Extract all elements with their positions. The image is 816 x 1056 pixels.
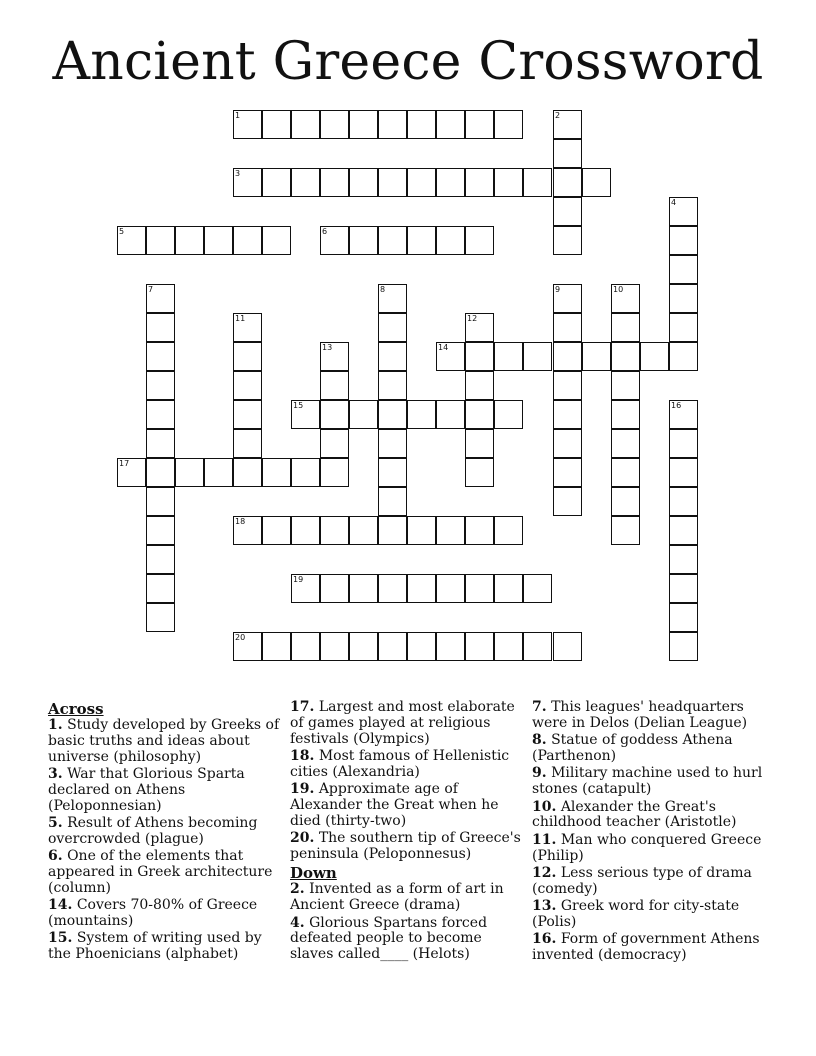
grid-cell[interactable]: [320, 458, 349, 487]
grid-cell[interactable]: [494, 516, 523, 545]
cell-number: 8: [380, 285, 386, 294]
cell-number: 19: [293, 575, 304, 584]
clue-number: 8.: [532, 732, 547, 749]
grid-cell[interactable]: [669, 603, 698, 632]
clue-text: Form of government Athens invented (democracy): [532, 931, 760, 964]
grid-cell[interactable]: [407, 516, 436, 545]
grid-cell[interactable]: [669, 400, 698, 429]
clue-number: 10.: [532, 798, 557, 815]
clue-across-18: [290, 749, 522, 781]
grid-cell[interactable]: [465, 342, 494, 371]
grid-cell[interactable]: [146, 487, 175, 516]
clue-down-4: [290, 916, 522, 963]
grid-cell[interactable]: [175, 226, 204, 255]
grid-cell[interactable]: [233, 458, 262, 487]
grid-cell[interactable]: [146, 313, 175, 342]
clue-across-3: [48, 767, 280, 814]
down-heading: Down: [290, 864, 337, 883]
grid-cell[interactable]: [378, 284, 407, 313]
grid-cell[interactable]: [523, 574, 552, 603]
grid-cell[interactable]: [378, 400, 407, 429]
grid-cell[interactable]: [349, 574, 378, 603]
grid-cell[interactable]: [349, 516, 378, 545]
cell-number: 13: [322, 343, 333, 352]
grid-cell[interactable]: [117, 226, 146, 255]
grid-cell[interactable]: [320, 400, 349, 429]
clue-text: Glorious Spartans forced defeated people to become slaves called____ (Helots): [290, 914, 488, 963]
grid-cell[interactable]: [378, 429, 407, 458]
clue-text: War that Glorious Sparta declared on Athens (Peloponnesian): [48, 765, 245, 814]
grid-cell[interactable]: [465, 458, 494, 487]
clue-text: The southern tip of Greece's peninsula (Peloponnesus): [290, 830, 521, 862]
clue-across-6: [48, 849, 280, 896]
grid-cell[interactable]: [146, 284, 175, 313]
grid-cell[interactable]: [465, 632, 494, 661]
clue-number: 18.: [290, 747, 315, 764]
grid-cell[interactable]: [436, 516, 465, 545]
grid-cell[interactable]: [436, 632, 465, 661]
grid-cell[interactable]: [291, 400, 320, 429]
grid-cell[interactable]: [146, 400, 175, 429]
grid-cell[interactable]: [233, 313, 262, 342]
grid-cell[interactable]: [523, 342, 552, 371]
grid-cell[interactable]: [146, 603, 175, 632]
grid-cell[interactable]: [291, 168, 320, 197]
cell-number: 1: [235, 111, 241, 120]
clue-down-13: [532, 899, 764, 931]
grid-cell[interactable]: [465, 226, 494, 255]
grid-cell[interactable]: [465, 371, 494, 400]
grid-cell[interactable]: [407, 168, 436, 197]
grid-cell[interactable]: [465, 400, 494, 429]
grid-cell[interactable]: [494, 400, 523, 429]
clue-across-19: [290, 782, 522, 829]
grid-cell[interactable]: [436, 342, 465, 371]
clue-number: 2.: [290, 881, 305, 898]
clue-text: Invented as a form of art in Ancient Greece (drama): [290, 881, 504, 914]
grid-cell[interactable]: [611, 516, 640, 545]
cell-number: 20: [235, 633, 246, 642]
grid-cell[interactable]: [669, 255, 698, 284]
grid-cell[interactable]: [291, 516, 320, 545]
clue-down-12: [532, 866, 764, 898]
clue-text: This leagues' headquarters were in Delos (Delian League): [532, 699, 748, 731]
grid-cell[interactable]: [233, 226, 262, 255]
clue-down-7: [532, 700, 764, 732]
grid-cell[interactable]: [465, 168, 494, 197]
grid-cell[interactable]: [320, 632, 349, 661]
cell-number: 6: [322, 227, 328, 236]
grid-cell[interactable]: [146, 458, 175, 487]
grid-cell[interactable]: [262, 458, 291, 487]
clue-number: 17.: [290, 699, 315, 715]
grid-cell[interactable]: [378, 168, 407, 197]
cell-number: 10: [613, 285, 624, 294]
cell-number: 7: [148, 285, 154, 294]
grid-cell[interactable]: [494, 574, 523, 603]
grid-cell[interactable]: [320, 168, 349, 197]
clue-number: 6.: [48, 848, 63, 865]
grid-cell[interactable]: [436, 168, 465, 197]
grid-cell[interactable]: [669, 458, 698, 487]
grid-cell[interactable]: [320, 110, 349, 139]
grid-cell[interactable]: [320, 429, 349, 458]
grid-cell[interactable]: [611, 371, 640, 400]
cell-number: 15: [293, 401, 304, 410]
grid-cell[interactable]: [320, 371, 349, 400]
grid-cell[interactable]: [553, 400, 582, 429]
cell-number: 2: [555, 111, 561, 120]
grid-cell[interactable]: [233, 371, 262, 400]
clue-text: Alexander the Great's childhood teacher (Aristotle): [532, 798, 737, 831]
clue-text: Approximate age of Alexander the Great when he died (thirty-two): [290, 781, 499, 829]
grid-cell[interactable]: [669, 516, 698, 545]
grid-cell[interactable]: [465, 516, 494, 545]
clue-number: 7.: [532, 699, 547, 715]
grid-cell[interactable]: [553, 168, 582, 197]
grid-cell[interactable]: [378, 371, 407, 400]
grid-cell[interactable]: [669, 284, 698, 313]
clue-across-17: [290, 700, 522, 747]
clue-column-3: [532, 700, 764, 966]
cell-number: 5: [119, 227, 125, 236]
clue-text: Less serious type of drama (comedy): [532, 864, 752, 897]
grid-cell[interactable]: [117, 458, 146, 487]
grid-cell[interactable]: [349, 168, 378, 197]
grid-cell[interactable]: [523, 168, 552, 197]
grid-cell[interactable]: [378, 632, 407, 661]
clue-across-15: [48, 931, 280, 963]
grid-cell[interactable]: [669, 487, 698, 516]
grid-cell[interactable]: [407, 110, 436, 139]
grid-cell[interactable]: [233, 110, 262, 139]
grid-cell[interactable]: [465, 574, 494, 603]
grid-cell[interactable]: [494, 110, 523, 139]
grid-cell[interactable]: [669, 226, 698, 255]
grid-cell[interactable]: [611, 284, 640, 313]
grid-cell[interactable]: [378, 342, 407, 371]
clue-down-8: [532, 733, 764, 765]
grid-cell[interactable]: [291, 458, 320, 487]
grid-cell[interactable]: [233, 516, 262, 545]
clue-down-10: [532, 800, 764, 832]
clue-number: 20.: [290, 830, 315, 847]
grid-cell[interactable]: [523, 632, 552, 661]
clue-text: Greek word for city-state (Polis): [532, 898, 740, 930]
grid-cell[interactable]: [553, 139, 582, 168]
grid-cell[interactable]: [669, 545, 698, 574]
grid-cell[interactable]: [611, 429, 640, 458]
grid-cell[interactable]: [233, 632, 262, 661]
clue-across-20: [290, 831, 522, 863]
clue-text: Covers 70-80% of Greece (mountains): [48, 897, 258, 929]
grid-cell[interactable]: [553, 284, 582, 313]
grid-cell[interactable]: [553, 197, 582, 226]
clue-number: 13.: [532, 898, 557, 915]
clue-number: 5.: [48, 814, 63, 831]
grid-cell[interactable]: [494, 342, 523, 371]
grid-cell[interactable]: [378, 487, 407, 516]
grid-cell[interactable]: [146, 342, 175, 371]
clue-down-9: [532, 766, 764, 798]
page-title: Ancient Greece Crossword: [52, 32, 764, 92]
grid-cell[interactable]: [553, 429, 582, 458]
clue-text: Statue of goddess Athena (Parthenon): [532, 732, 733, 764]
clue-number: 1.: [48, 717, 63, 733]
clue-text: Man who conquered Greece (Philip): [532, 831, 762, 864]
cell-number: 12: [467, 314, 478, 323]
grid-cell[interactable]: [146, 574, 175, 603]
grid-cell[interactable]: [204, 226, 233, 255]
grid-cell[interactable]: [233, 342, 262, 371]
grid-cell[interactable]: [669, 342, 698, 371]
clue-text: Military machine used to hurl stones (catapult): [532, 765, 763, 798]
grid-cell[interactable]: [553, 226, 582, 255]
grid-cell[interactable]: [611, 342, 640, 371]
cell-number: 9: [555, 285, 561, 294]
grid-cell[interactable]: [611, 313, 640, 342]
grid-cell[interactable]: [494, 168, 523, 197]
clue-across-1: [48, 718, 280, 765]
grid-cell[interactable]: [320, 574, 349, 603]
grid-cell[interactable]: [378, 313, 407, 342]
clue-text: One of the elements that appeared in Greek architecture (column): [48, 848, 273, 896]
cell-number: 14: [438, 343, 449, 352]
grid-cell[interactable]: [378, 226, 407, 255]
grid-cell[interactable]: [349, 400, 378, 429]
cell-number: 3: [235, 169, 241, 178]
clue-text: Most famous of Hellenistic cities (Alexandria): [290, 747, 510, 780]
grid-cell[interactable]: [291, 632, 320, 661]
clue-text: System of writing used by the Phoenicians (alphabet): [48, 930, 262, 963]
grid-cell[interactable]: [233, 168, 262, 197]
clue-down-16: [532, 932, 764, 964]
grid-cell[interactable]: [553, 371, 582, 400]
grid-cell[interactable]: [378, 110, 407, 139]
cell-number: 11: [235, 314, 246, 323]
grid-cell[interactable]: [669, 313, 698, 342]
grid-cell[interactable]: [349, 226, 378, 255]
grid-cell[interactable]: [611, 400, 640, 429]
grid-cell[interactable]: [407, 400, 436, 429]
grid-cell[interactable]: [291, 574, 320, 603]
clue-number: 12.: [532, 864, 557, 881]
grid-cell[interactable]: [436, 110, 465, 139]
grid-cell[interactable]: [262, 226, 291, 255]
grid-cell[interactable]: [320, 342, 349, 371]
grid-cell[interactable]: [320, 226, 349, 255]
grid-cell[interactable]: [494, 632, 523, 661]
grid-cell[interactable]: [553, 110, 582, 139]
grid-cell[interactable]: [233, 429, 262, 458]
grid-cell[interactable]: [262, 110, 291, 139]
clue-down-2: [290, 882, 522, 914]
clue-number: 15.: [48, 930, 73, 947]
clue-column-1: [48, 700, 280, 965]
grid-cell[interactable]: [465, 429, 494, 458]
cell-number: 18: [235, 517, 246, 526]
grid-cell[interactable]: [553, 458, 582, 487]
clue-down-11: [532, 833, 764, 865]
clue-number: 16.: [532, 931, 557, 948]
grid-cell[interactable]: [146, 226, 175, 255]
clue-column-2: [290, 700, 522, 965]
grid-cell[interactable]: [669, 197, 698, 226]
clue-number: 4.: [290, 914, 305, 931]
clue-text: Result of Athens becoming overcrowded (plague): [48, 814, 258, 847]
grid-cell[interactable]: [262, 168, 291, 197]
grid-cell[interactable]: [640, 342, 669, 371]
grid-cell[interactable]: [407, 574, 436, 603]
grid-cell[interactable]: [553, 632, 582, 661]
grid-cell[interactable]: [669, 574, 698, 603]
grid-cell[interactable]: [349, 632, 378, 661]
grid-cell[interactable]: [611, 487, 640, 516]
grid-cell[interactable]: [146, 429, 175, 458]
clue-number: 3.: [48, 765, 63, 782]
clue-text: Study developed by Greeks of basic truths and ideas about universe (philosophy): [48, 717, 280, 765]
grid-cell[interactable]: [582, 168, 611, 197]
grid-cell[interactable]: [465, 313, 494, 342]
grid-cell[interactable]: [582, 342, 611, 371]
grid-cell[interactable]: [436, 400, 465, 429]
clue-across-5: [48, 816, 280, 848]
grid-cell[interactable]: [378, 458, 407, 487]
grid-cell[interactable]: [378, 574, 407, 603]
grid-cell[interactable]: [669, 632, 698, 661]
grid-cell[interactable]: [146, 371, 175, 400]
grid-cell[interactable]: [175, 458, 204, 487]
grid-cell[interactable]: [378, 516, 407, 545]
grid-cell[interactable]: [204, 458, 233, 487]
grid-cell[interactable]: [553, 313, 582, 342]
grid-cell[interactable]: [320, 516, 349, 545]
clue-text: Largest and most elaborate of games played at religious festivals (Olympics): [290, 699, 515, 747]
grid-cell[interactable]: [611, 458, 640, 487]
cell-number: 17: [119, 459, 130, 468]
clue-across-14: [48, 898, 280, 930]
grid-cell[interactable]: [436, 574, 465, 603]
across-heading: Across: [48, 700, 104, 718]
clue-number: 14.: [48, 897, 73, 914]
cell-number: 4: [671, 198, 677, 207]
cell-number: 16: [671, 401, 682, 410]
clue-number: 11.: [532, 831, 557, 848]
grid-cell[interactable]: [436, 226, 465, 255]
grid-cell[interactable]: [262, 516, 291, 545]
grid-cell[interactable]: [291, 110, 320, 139]
grid-cell[interactable]: [233, 400, 262, 429]
grid-cell[interactable]: [553, 487, 582, 516]
clue-number: 9.: [532, 765, 547, 782]
grid-cell[interactable]: [146, 545, 175, 574]
grid-cell[interactable]: [262, 632, 291, 661]
grid-cell[interactable]: [553, 342, 582, 371]
grid-cell[interactable]: [669, 429, 698, 458]
clue-number: 19.: [290, 781, 315, 798]
grid-cell[interactable]: [407, 632, 436, 661]
grid-cell[interactable]: [465, 110, 494, 139]
grid-cell[interactable]: [349, 110, 378, 139]
grid-cell[interactable]: [407, 226, 436, 255]
grid-cell[interactable]: [146, 516, 175, 545]
